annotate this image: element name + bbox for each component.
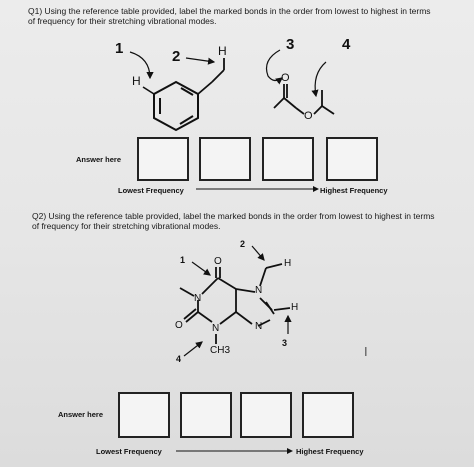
arrow-4: [315, 62, 326, 96]
q2-marker-4: 4: [176, 354, 182, 364]
q2-atom-o-top: O: [214, 256, 222, 267]
q1-atom-h-ring: H: [132, 74, 141, 88]
q2-atom-n3: N: [212, 323, 220, 334]
q1-marker-4: 4: [342, 36, 351, 53]
q2-atom-h-right: H: [291, 302, 299, 313]
q1-lowest-label: Lowest Frequency: [118, 186, 184, 195]
q1-answer-box-1[interactable]: [137, 137, 189, 181]
q2-prompt-line1: Q2) Using the reference table provided, label the marked bonds in the order from lowest to highest in terms: [32, 211, 435, 221]
q1-marker-1: 1: [115, 40, 124, 57]
q2-highest-label: Highest Frequency: [296, 447, 364, 456]
q2-atom-n9: N: [255, 321, 263, 332]
q1-prompt-line2: of frequency for their stretching vibrational modes.: [28, 16, 217, 26]
q2-atom-h-top: H: [284, 258, 292, 269]
q2-marker-2: 2: [240, 239, 246, 249]
q2-marker-1: 1: [180, 255, 186, 265]
q2-arrow-4: [184, 342, 202, 356]
q1-answer-box-3[interactable]: [262, 137, 314, 181]
arrow-2: [186, 58, 214, 62]
aldehyde-group: [198, 58, 224, 94]
q1-highest-label: Highest Frequency: [320, 186, 388, 195]
q2-arrow-1: [192, 262, 210, 275]
q2-atom-o-left: O: [175, 320, 183, 331]
q1-answer-label: Answer here: [76, 155, 122, 164]
q2-lowest-label: Lowest Frequency: [96, 447, 162, 456]
benzene-ring: [154, 82, 198, 130]
ring-ch-bond: [143, 87, 154, 94]
q1-answer-box-4[interactable]: [326, 137, 378, 181]
q1-marker-3: 3: [286, 36, 295, 53]
q2-atom-n7: N: [255, 285, 263, 296]
q2-answer-box-3[interactable]: [240, 392, 292, 438]
q2-answer-box-2[interactable]: [180, 392, 232, 438]
q1-answer-box-2[interactable]: [199, 137, 251, 181]
q1-marker-2: 2: [172, 48, 181, 65]
q2-atom-ch3: CH3: [210, 345, 231, 356]
q2-answer-label: Answer here: [58, 410, 104, 419]
q2-answer-box-1[interactable]: [118, 392, 170, 438]
q2-prompt-line2: of frequency for their stretching vibrational modes.: [32, 221, 221, 231]
q2-answer-box-4[interactable]: [302, 392, 354, 438]
q1-atom-h-aldehyde: H: [218, 44, 227, 58]
q1-atom-o-carbonyl: O: [281, 72, 290, 84]
q2-marker-3: 3: [282, 338, 288, 348]
arrow-3: [267, 50, 283, 81]
q2-structure: [180, 264, 290, 344]
q2-atom-n1: N: [194, 293, 202, 304]
q2-arrow-2: [252, 246, 264, 260]
q1-prompt-line1: Q1) Using the reference table provided, label the marked bonds in the order from lowest to highest in terms: [28, 6, 431, 16]
q1-atom-o-ester: O: [304, 110, 313, 122]
q2-prompt: [32, 211, 435, 231]
text-cursor-icon: I: [364, 344, 368, 359]
